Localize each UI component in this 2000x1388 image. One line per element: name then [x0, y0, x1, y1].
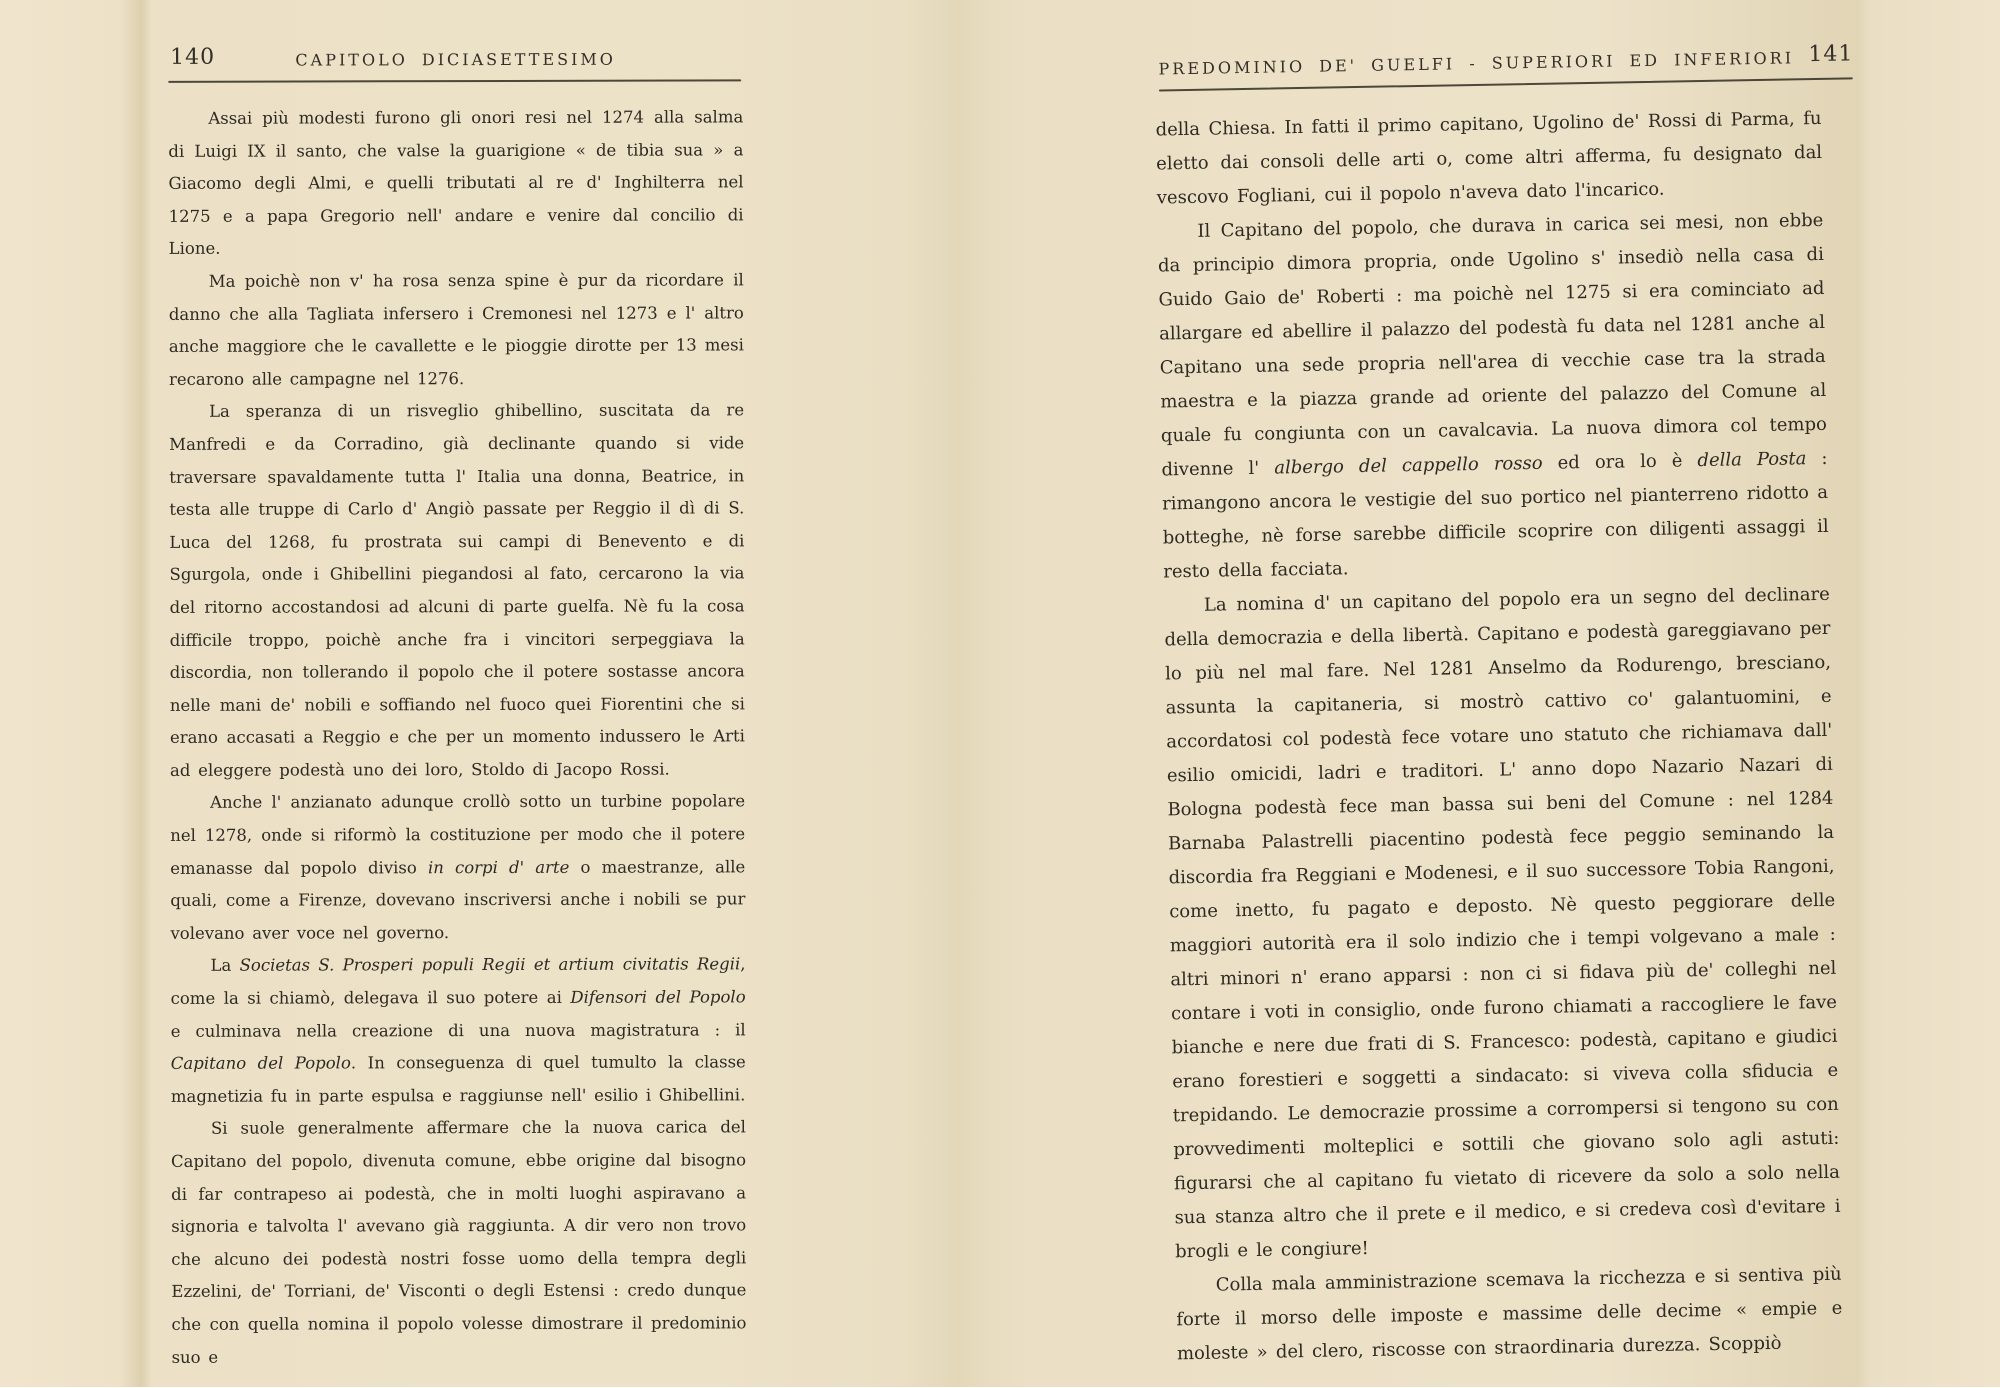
- italic-text: Difensori del Popolo: [570, 987, 746, 1007]
- running-title-right: PREDOMINIO DE' GUELFI - SUPERIORI ED INFERIORI: [1158, 48, 1795, 79]
- paragraph: [168, 101, 743, 265]
- paragraph: [170, 786, 745, 950]
- text-run: La: [210, 956, 240, 976]
- text-run: La nomina d' un capitano del popolo era un segno del declinare della democrazia e della libertà. Capitano e podestà gareggiavano per lo più nel mal fare. Nel 1281 Anselmo da Rodurengo, bresciano, assunta la capitaneria, si mostrò cattivo co' galantuomini, e accordatosi col podestà fece votare uno statuto che richiamava dall' esilio omicidi, ladri e traditori. L' anno dopo Nazario Nazari di Bologna podestà fece man bassa sui beni del Comune : nel 1284 Barnaba Palastrelli piacentino podestà fece peggio seminando la discordia fra Reggiani e Modenesi, e il suo successore Tobia Rangoni, come inetto, fu pagato e deposto. Nè questo peggiorare delle maggiori autorità era il solo indizio che i tempi volgevano a male : altri minori n' erano apparsi : non ci si fidava più de' colleghi nel contare i voti in consiglio, onde furono chiamati a raccogliere le fave bianche e nere due frati di S. Francesco: podestà, capitano e giudici erano forestieri e soggetti a sindacato: si viveva colla sfiducia e trepidando. Le democrazie prossime a corrompersi si tengono su con provvedimenti molteplici e sottili che giovano solo agli astuti: figurarsi che al capitano fu vietato di ricevere da solo a solo nella sua stanza altro che il prete e il medico, e si credeva così d'evitare i brogli e le congiure!: [1164, 583, 1841, 1263]
- italic-text: della Posta: [1697, 448, 1807, 472]
- running-title-left: CAPITOLO DICIASETTESIMO: [295, 49, 616, 70]
- text-run: ed ora lo è: [1542, 450, 1698, 474]
- text-run: : rimangono ancora le vestigie del suo portico nel pianterreno ridotto a botteghe, nè forse sarebbe difficile scoprire con diligenti assaggi il resto della facciata.: [1161, 447, 1829, 583]
- text-run: Colla mala amministrazione scemava la ricchezza e si sentiva più forte il morso delle imposte e massime delle decime « empie e moleste » del clero, riscosse con straordinaria durezza. Scoppiò: [1176, 1263, 1843, 1365]
- text-run: o maestranze, alle quali, come a Firenze, dovevano inscriversi anche i nobili se pur volevano aver voce nel governo.: [170, 857, 746, 943]
- text-run: . In conseguenza di quel tumulto la classe magnetizia fu in parte espulsa e raggiunse nell' esilio i Ghibellini.: [170, 1052, 746, 1106]
- paragraph: [1175, 1258, 1843, 1372]
- header-rule-left: [168, 79, 741, 83]
- paragraph: [1155, 102, 1823, 216]
- italic-text: albergo del cappello rosso: [1274, 452, 1543, 479]
- page-number-right: 141: [1808, 41, 1854, 68]
- header-rule-right: [1159, 77, 1853, 91]
- text-run: Assai più modesti furono gli onori resi nel 1274 alla salma di Luigi IX il santo, che valse la guarigione « de tibia sua » a Giacomo degli Almi, e quelli tributati al re d' Inghilterra nel 1275 e a papa Gregorio nell' andare e venire dal concilio di Lione.: [168, 107, 744, 259]
- paragraph: [170, 949, 745, 1113]
- text-run: La speranza di un risveglio ghibellino, suscitata da re Manfredi e da Corradino, già declinante quando si vide traversare spavaldamente tutta l' Italia una donna, Beatrice, in testa alle truppe di Carlo d' Angiò passate per Reggio il dì di S. Luca del 1268, fu prostrata sui campi di Benevento e di Sgurgola, onde i Ghibellini piegandosi al fato, cercarono la via del ritorno accostandosi ad alcuni di parte guelfa. Nè fu la cosa difficile troppo, poichè anche fra i vincitori serpeggiava la discordia, non tollerando il popolo che il potere sostasse ancora nelle mani de' nobili e soffiando nel fuoco quei Fiorentini che si erano accasati a Reggio e che per un momento indussero le Arti ad eleggere podestà uno dei loro, Stoldo di Jacopo Rossi.: [169, 400, 745, 780]
- italic-text: Societas S. Prosperi populi Regii et artium civitatis Regii: [239, 954, 741, 976]
- page-body-right: [1155, 102, 1843, 1371]
- paragraph: [1157, 204, 1829, 590]
- text-run: Il Capitano del popolo, che durava in carica sei mesi, non ebbe da principio dimora propria, onde Ugolino s' insediò nella casa di Guido Gaio de' Roberti : ma poichè nel 1275 si era cominciato ad allargare ed abellire il palazzo del podestà fu data nel 1281 anche al Capitano una sede propria nell'area di vecchie case tra la strada maestra e la piazza grande ad oriente del palazzo del Comune al quale fu congiunta con un cavalcavia. La nuova dimora col tempo divenne l': [1157, 209, 1828, 481]
- paragraph: [171, 1112, 747, 1374]
- text-run: Si suole generalmente affermare che la nuova carica del Capitano del popolo, divenuta comune, ebbe origine dal bisogno di far contrapeso ai podestà, che in molti luoghi aspiravano a signoria e talvolta l' avevano già raggiunta. A dir vero non trovo che alcuno dei podestà nostri fosse uomo della tempra degli Ezzelini, de' Torriani, de' Visconti o degli Estensi : credo dunque che con quella nomina il popolo volesse dimostrare il predominio suo e: [171, 1117, 747, 1367]
- text-run: , come la si chiamò, delegava il suo potere ai: [170, 954, 746, 1008]
- paragraph: [1164, 578, 1842, 1270]
- italic-text: Capitano del Popolo: [170, 1053, 351, 1074]
- italic-text: in corpi d' arte: [427, 857, 570, 877]
- text-run: Anche l' anzianato adunque crollò sotto un turbine popolare nel 1278, onde si riformò la costituzione per modo che il potere emanasse dal popolo diviso: [170, 791, 746, 878]
- text-run: della Chiesa. In fatti il primo capitano, Ugolino de' Rossi di Parma, fu eletto dai consoli delle arti o, come altri afferma, fu designato dal vescovo Fogliani, cui il popolo n'aveva dato l'incarico.: [1155, 107, 1823, 209]
- page-141: [1128, 25, 1911, 1365]
- text-run: e culminava nella creazione di una nuova magistratura : il: [170, 1019, 746, 1041]
- text-run: Ma poichè non v' ha rosa senza spine è pur da ricordare il danno che alla Tagliata infersero i Cremonesi nel 1273 e l' altro anche maggiore che le cavallette e le pioggie dirotte per 13 mesi recarono alle campagne nel 1276.: [168, 270, 744, 389]
- paragraph: [169, 264, 744, 396]
- paragraph: [169, 395, 745, 788]
- page-body-left: [168, 101, 746, 1374]
- page-number-left: 140: [170, 44, 216, 70]
